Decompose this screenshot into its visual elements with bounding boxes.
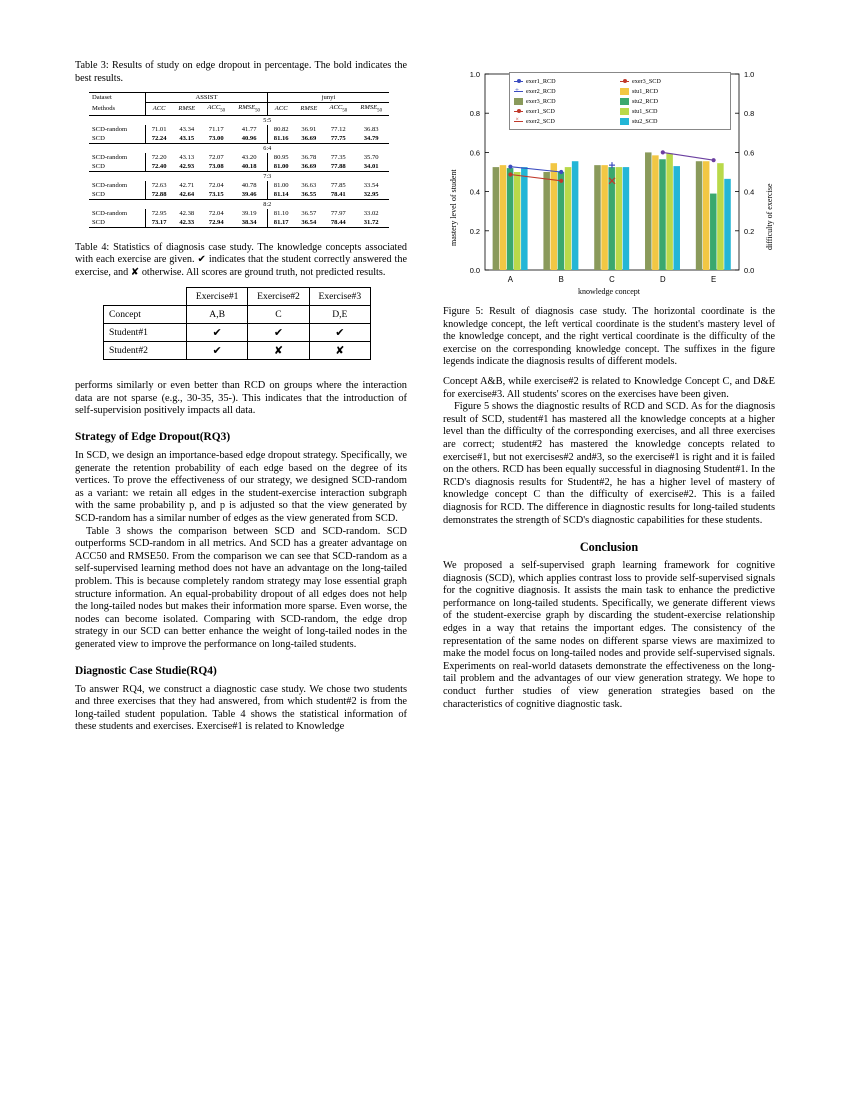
table3-group-label: 8:2	[263, 200, 272, 208]
bar	[645, 152, 652, 270]
heading-edge-dropout: Strategy of Edge Dropout(RQ3)	[75, 431, 231, 444]
table4-row: Student#1 ✔ ✔ ✔	[104, 324, 371, 342]
legend-item	[620, 86, 726, 96]
legend-swatch	[620, 98, 629, 105]
chart-xlabel: knowledge concept	[578, 287, 640, 296]
table4	[103, 287, 371, 360]
bar	[717, 163, 724, 270]
table4-header-cell: Exercise#2	[248, 288, 309, 306]
table3-row: SCD 72.24 43.15 73.00 40.96 81.16 36.69 77.75 34.79	[89, 134, 389, 144]
legend-label: exer1_SCD	[526, 107, 555, 115]
legend-item	[620, 106, 726, 116]
table4-header-cell: Exercise#1	[187, 288, 248, 306]
bar	[500, 165, 507, 270]
legend-marker	[620, 78, 629, 85]
legend-marker: ×	[514, 118, 523, 125]
legend-item	[620, 96, 726, 106]
svg-text:C: C	[609, 275, 615, 284]
bar	[572, 161, 579, 270]
svg-text:1.0: 1.0	[469, 70, 480, 79]
heading-conclusion: Conclusion	[579, 540, 639, 555]
table3-group-label: 6:4	[263, 144, 272, 152]
table4-cell: ✔	[309, 324, 370, 342]
table4-cell: A,B	[187, 306, 248, 324]
legend-swatch	[620, 88, 629, 95]
left-para-4: To answer RQ4, we construct a diagnostic case study. We chose two students and three exercises that they had answered, from which student#2 is from the long-tailed student population. Table 4 shows the statistical information of these students and exercises. Exercise#1 is related to Knowledge	[75, 683, 407, 733]
table4-cell: ✔	[187, 324, 248, 342]
table4-header-cell: Exercise#3	[309, 288, 370, 306]
paper-page	[75, 60, 775, 1040]
bar	[623, 167, 630, 270]
table3-group-label: 5:5	[263, 116, 272, 124]
table4-caption-c: otherwise. All scores are ground truth, not predicted results.	[139, 266, 386, 278]
svg-text:1.0: 1.0	[744, 70, 755, 79]
legend-item	[514, 86, 620, 96]
svg-text:0.4: 0.4	[744, 187, 755, 197]
bar	[514, 172, 521, 270]
left-column	[75, 60, 407, 734]
bar	[601, 165, 608, 270]
bar	[594, 165, 601, 270]
bar	[521, 167, 528, 270]
legend-label: stu1_RCD	[632, 87, 659, 95]
legend-marker	[514, 78, 523, 85]
legend-item	[514, 106, 620, 116]
chart-legend	[509, 72, 731, 130]
table4-cell: ✘	[309, 342, 370, 360]
svg-text:D: D	[659, 275, 666, 284]
svg-text:0.6: 0.6	[744, 148, 755, 158]
legend-item	[514, 116, 620, 126]
table4-header-row	[104, 288, 371, 306]
table4-cell: D,E	[309, 306, 370, 324]
table4-caption	[75, 242, 407, 280]
table3-row: SCD 72.40 42.93 73.08 40.18 81.00 36.69 77.88 34.01	[89, 162, 389, 172]
table4-cell: ✔	[187, 342, 248, 360]
svg-text:0.6: 0.6	[469, 148, 480, 158]
svg-text:A: A	[507, 275, 514, 284]
table4-caption-a: Table 4: Statistics of diagnosis case study. The knowledge concepts associated with each exercise are given.	[75, 241, 407, 266]
svg-text:0.8: 0.8	[469, 109, 480, 119]
legend-label: stu2_SCD	[632, 117, 658, 125]
bar	[652, 155, 659, 270]
legend-marker	[514, 108, 523, 115]
bar	[724, 179, 731, 270]
legend-label: exer3_SCD	[632, 77, 661, 85]
svg-text:0.4: 0.4	[469, 187, 480, 197]
bar	[659, 159, 666, 270]
table3-row: SCD 73.17 42.33 72.94 38.34 81.17 36.54 78.44 31.72	[89, 218, 389, 228]
table4-cell: ✔	[248, 324, 309, 342]
table4-cell: ✘	[248, 342, 309, 360]
right-para-2: Figure 5 shows the diagnostic results of RCD and SCD. As for the diagnosis result of SCD, student#1 has mastered all the knowledge concepts at a higher level than the difficulty of the corresponding exercises, and all three exercises are correct; student#2 has mastered the knowledge concepts related to exercise#1, but not exercises#2 and#3, so the exercise#1 is right and it is failed on the others. RCD has been equally successful in diagnosing Student#1. In the RCD's diagnosis results for Student#2, he has a higher level of mastery of knowledge concept C than the difficulty of exercise#2. This is a failed diagnosis for RCD. The difference in diagnostic results for long-tailed students demonstrates the strength of SCD's diagnostic capabilities for these students.	[443, 401, 775, 526]
table3-row: SCD-random 72.63 42.71 72.04 40.78 81.00 36.63 77.85 33.54	[92, 181, 379, 189]
legend-item	[620, 76, 726, 86]
legend-swatch	[620, 108, 629, 115]
table3-row: SCD-random 71.01 43.34 71.17 41.77 80.82 36.91 77.12 36.83	[92, 125, 379, 133]
table4-caption-b: indicates that the student correctly answered the exercise, and	[75, 254, 407, 278]
svg-text:E: E	[710, 275, 717, 284]
left-para-1: performs similarly or even better than RCD on groups where the interaction data are not sparse (e.g., 30-35, 35-). This indicates that the introduction of self-supervision positively impacts all data.	[75, 380, 407, 417]
figure5	[443, 60, 775, 298]
legend-item	[620, 116, 726, 126]
bar	[703, 161, 710, 270]
heading-case-study: Diagnostic Case Studie(RQ4)	[75, 664, 217, 677]
svg-text:0.0: 0.0	[744, 266, 755, 275]
left-para-3: Table 3 shows the comparison between SCD and SCD-random. SCD outperforms SCD-random in all metrics. And SCD has a greater advantage on ACC50 and RMSE50. From the comparison we can see that SCD-random as a self-supervised learning method does not have an advantage on the long-tailed problem. This is because completely random strategy may lose essential graph structure information. An equal-probability dropout of all edges does not help the long-tailed nodes but makes their information more sparse. Even worse, the nodes can become isolated. Comparing with SCD-random, the edge drop strategy in our SCD can better enhance the weight of long-tailed nodes in the generated view to improve the performance on long-tailed students.	[75, 525, 407, 650]
bar	[507, 168, 514, 270]
left-para-2: In SCD, we design an importance-based edge dropout strategy. Specifically, we generate the retention probability of each edge based on the degree of its vertices. To prove the effectiveness of our strategy, we designed SCD-random as a variant: we retain all edges in the student-exercise interaction subgraph with the same probability p, and p is adjusted so that the view generated by SCD-random has a similar number of edges as the view generated from SCD.	[75, 450, 407, 525]
legend-label: exer1_RCD	[526, 77, 556, 85]
right-column	[443, 60, 775, 711]
table3-row: SCD 72.88 42.64 73.15 39.46 81.14 36.55 78.41 32.95	[89, 190, 389, 200]
bar	[696, 161, 703, 270]
legend-marker: +	[514, 88, 523, 95]
legend-swatch	[620, 118, 629, 125]
table3-group-label: 7:3	[263, 172, 272, 180]
table4-row: Concept A,B C D,E	[104, 306, 371, 324]
table3	[89, 92, 389, 227]
legend-label: stu2_RCD	[632, 97, 659, 105]
legend-label: exer2_SCD	[526, 117, 555, 125]
legend-swatch	[514, 98, 523, 105]
chart-y2label: difficulty of exercise	[765, 183, 774, 250]
legend-label: exer3_RCD	[526, 97, 556, 105]
bar	[666, 153, 673, 270]
svg-text:0.2: 0.2	[469, 226, 480, 236]
bar	[710, 194, 717, 270]
cross-icon: ✘	[130, 266, 140, 278]
svg-text:B: B	[558, 275, 564, 284]
bar	[558, 172, 565, 270]
right-para-1: Concept A&B, while exercise#2 is related to Knowledge Concept C, and D&E for exercise#3. All students' scores on the exercises have been given.	[443, 375, 775, 400]
table3-row: SCD-random 72.20 43.13 72.07 43.20 80.95 36.78 77.35 35.70	[92, 153, 379, 161]
svg-text:0.0: 0.0	[469, 266, 480, 275]
svg-text:0.8: 0.8	[744, 109, 755, 119]
table4-row: Student#2 ✔ ✘ ✘	[104, 342, 371, 360]
table3-caption: Table 3: Results of study on edge dropout in percentage. The bold indicates the best results.	[75, 60, 407, 84]
chart-ylabel: mastery level of student	[449, 169, 458, 246]
figure5-caption: Figure 5: Result of diagnosis case study. The horizontal coordinate is the knowledge concept, the left vertical coordinate is the student's mastery level of the knowledge concept, and the right vertical coordinate is the difficulty of the exercise on the corresponding knowledge concept. The suffixes in the figure legends indicate the diagnosis results of different models.	[443, 306, 775, 368]
bar	[543, 172, 550, 270]
table3-row: SCD-random 72.95 42.38 72.04 39.19 81.10 36.57 77.97 33.02	[92, 209, 379, 217]
bar	[616, 167, 623, 270]
bar	[565, 167, 572, 270]
legend-item	[514, 96, 620, 106]
check-icon: ✔	[197, 254, 206, 266]
svg-text:0.2: 0.2	[744, 226, 755, 236]
legend-label: exer2_RCD	[526, 87, 556, 95]
legend-item	[514, 76, 620, 86]
bar	[673, 166, 680, 270]
legend-label: stu1_SCD	[632, 107, 658, 115]
table3-subheader-row: Methods ACC RMSE $ACC_{50}$ $RMSE_{50}$ ACC RMSE $ACC_{50}$ $RMSE_{50}$	[89, 103, 389, 115]
table3-header-row: Dataset ASSIST junyi	[89, 93, 389, 103]
right-para-3: We proposed a self-supervised graph learning framework for cognitive diagnosis (SCD), which applies contrast loss to provide self-supervised signals for the cognitive diagnosis. It assists the main task to enhance the predictive performance on long-tailed students. Specifically, we generate different views of the student-exercise graph by discarding the student-exercise relationship edges in a way that retains the important edges. The consistency of the representation of the same nodes on different sparse views are maximized to make the model focus on long-tailed nodes and provide self-supervised signals. Experiments on real-world datasets demonstrate the effectiveness on the long-tail problem and the advantages of our view generation strategy. We hope to conduct further studies of view generation strategies based on the characteristics of cognitive diagnostic task.	[443, 560, 775, 710]
table4-cell: C	[248, 306, 309, 324]
bar	[493, 167, 500, 270]
